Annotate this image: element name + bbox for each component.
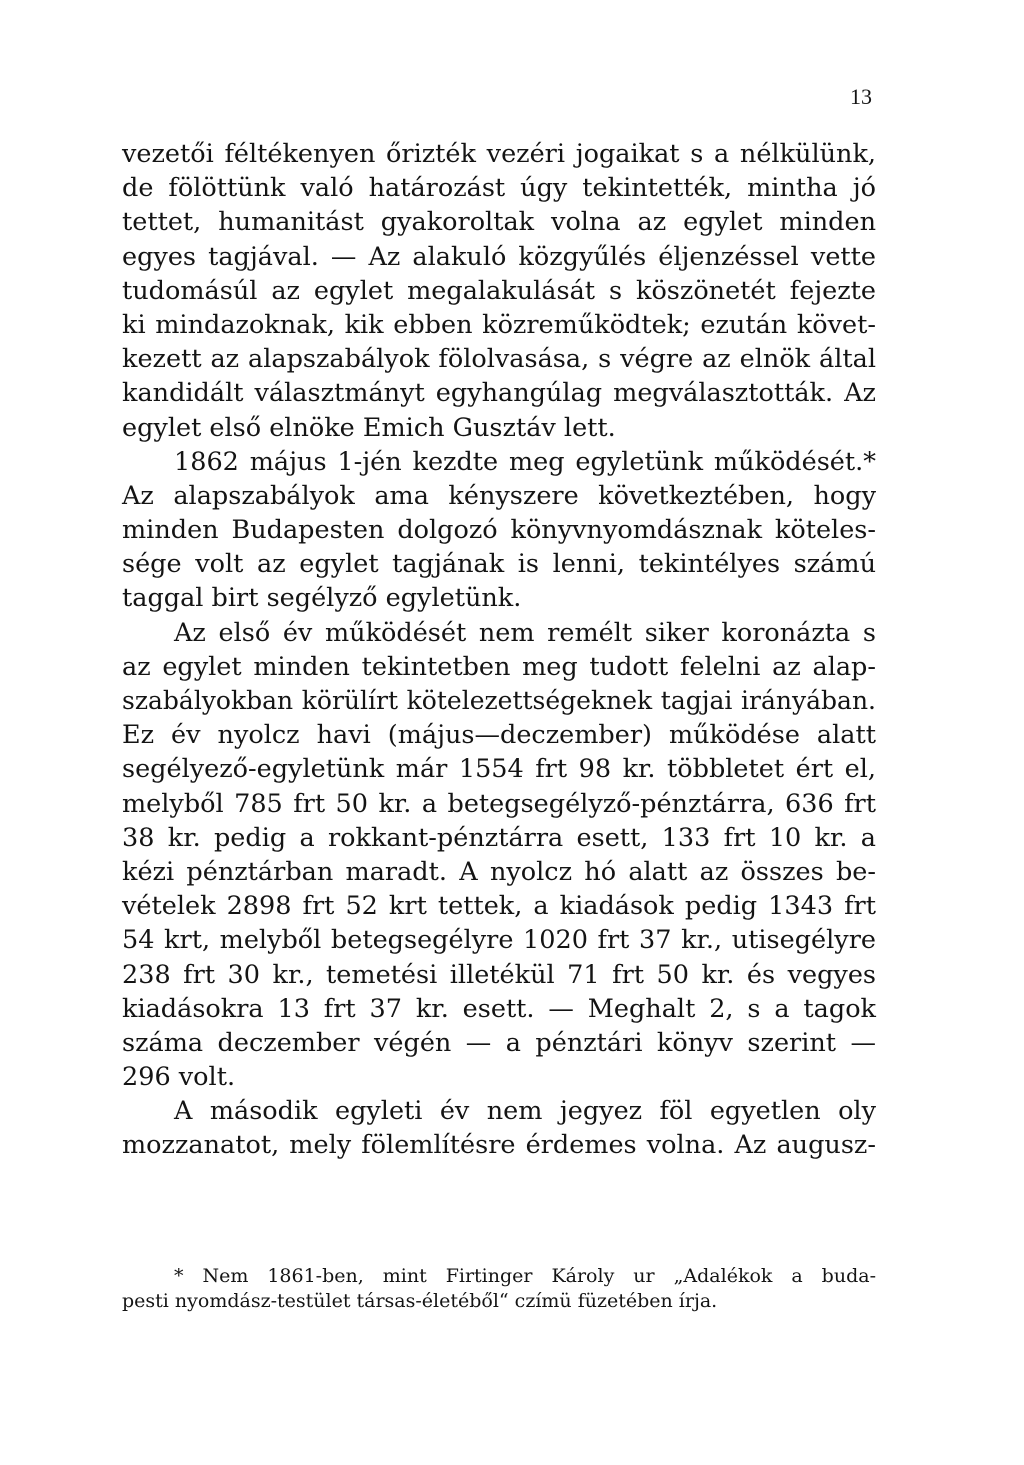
text-line: Az első év működését nem remélt siker koronázta s bbox=[174, 617, 876, 648]
footnote bbox=[122, 1264, 876, 1314]
text-line: száma deczember végén — a pénztári könyv szerint — bbox=[122, 1027, 876, 1058]
text-line: A második egyleti év nem jegyez föl egyetlen oly bbox=[174, 1096, 876, 1127]
text-line: 38 kr. pedig a rokkant-pénztárra esett, 133 frt 10 kr. a bbox=[122, 822, 876, 853]
text-line: egyes tagjával. — Az alakuló közgyűlés éljenzéssel vette bbox=[122, 241, 876, 272]
text-line: mozzanatot, mely fölemlítésre érdemes volna. Az augusz- bbox=[122, 1130, 876, 1161]
text-line: kézi pénztárban maradt. A nyolcz hó alatt az összes be- bbox=[122, 856, 876, 887]
text-line: szabályokban körülírt kötelezettségeknek tagjai irányában. bbox=[122, 686, 876, 715]
text-line: 238 frt 30 kr., temetési illetékül 71 frt 50 kr. és vegyes bbox=[122, 959, 876, 990]
footnote-line: * Nem 1861-ben, mint Firtinger Károly ur „Adalékok a buda- bbox=[174, 1265, 876, 1287]
text-line: egylet első elnöke Emich Gusztáv lett. bbox=[122, 412, 616, 443]
text-line: Ez év nyolcz havi (május—deczember) működése alatt bbox=[122, 720, 876, 751]
text-line: segélyező-egyletünk már 1554 frt 98 kr. többletet ért el, bbox=[122, 754, 876, 785]
text-line: ki mindazoknak, kik ebben közreműködtek; ezután követ- bbox=[122, 309, 876, 340]
text-line: Az alapszabályok ama kényszere következtében, hogy bbox=[122, 480, 876, 511]
text-line: de fölöttünk való határozást úgy tekintették, mintha jó bbox=[122, 173, 876, 204]
footnote-line: pesti nyomdász-testület társas-életéből“ czímü füzetében írja. bbox=[122, 1290, 718, 1312]
text-line: melyből 785 frt 50 kr. a betegsegélyző-pénztárra, 636 frt bbox=[122, 788, 876, 819]
text-line: 54 krt, melyből betegsegélyre 1020 frt 37 kr., utisegélyre bbox=[122, 925, 876, 956]
text-line: 1862 május 1-jén kezdte meg egyletünk működését.* bbox=[174, 446, 876, 477]
text-line: az egylet minden tekintetben meg tudott felelni az alap- bbox=[122, 651, 876, 682]
text-line: vezetői féltékenyen őrizték vezéri jogaikat s a nélkülünk, bbox=[122, 139, 876, 169]
text-line: kiadásokra 13 frt 37 kr. esett. — Meghalt 2, s a tagok bbox=[122, 993, 876, 1024]
text-line: sége volt az egylet tagjának is lenni, tekintélyes számú bbox=[122, 549, 876, 580]
text-line: kezett az alapszabályok fölolvasása, s végre az elnök által bbox=[122, 344, 876, 375]
text-line: tudomásúl az egylet megalakulását s köszönetét fejezte bbox=[122, 275, 876, 306]
text-line: tettet, humanitást gyakoroltak volna az egylet minden bbox=[122, 207, 876, 238]
page-number: 13 bbox=[850, 84, 872, 109]
text-line: vételek 2898 frt 52 krt tettek, a kiadások pedig 1343 frt bbox=[122, 891, 876, 922]
body-text bbox=[122, 137, 876, 1163]
text-line: taggal birt segélyző egyletünk. bbox=[122, 583, 522, 614]
text-line: minden Budapesten dolgozó könyvnyomdásznak köteles- bbox=[122, 515, 876, 546]
text-line: 296 volt. bbox=[122, 1062, 236, 1093]
text-line: kandidált választmányt egyhangúlag megválasztották. Az bbox=[122, 378, 876, 409]
